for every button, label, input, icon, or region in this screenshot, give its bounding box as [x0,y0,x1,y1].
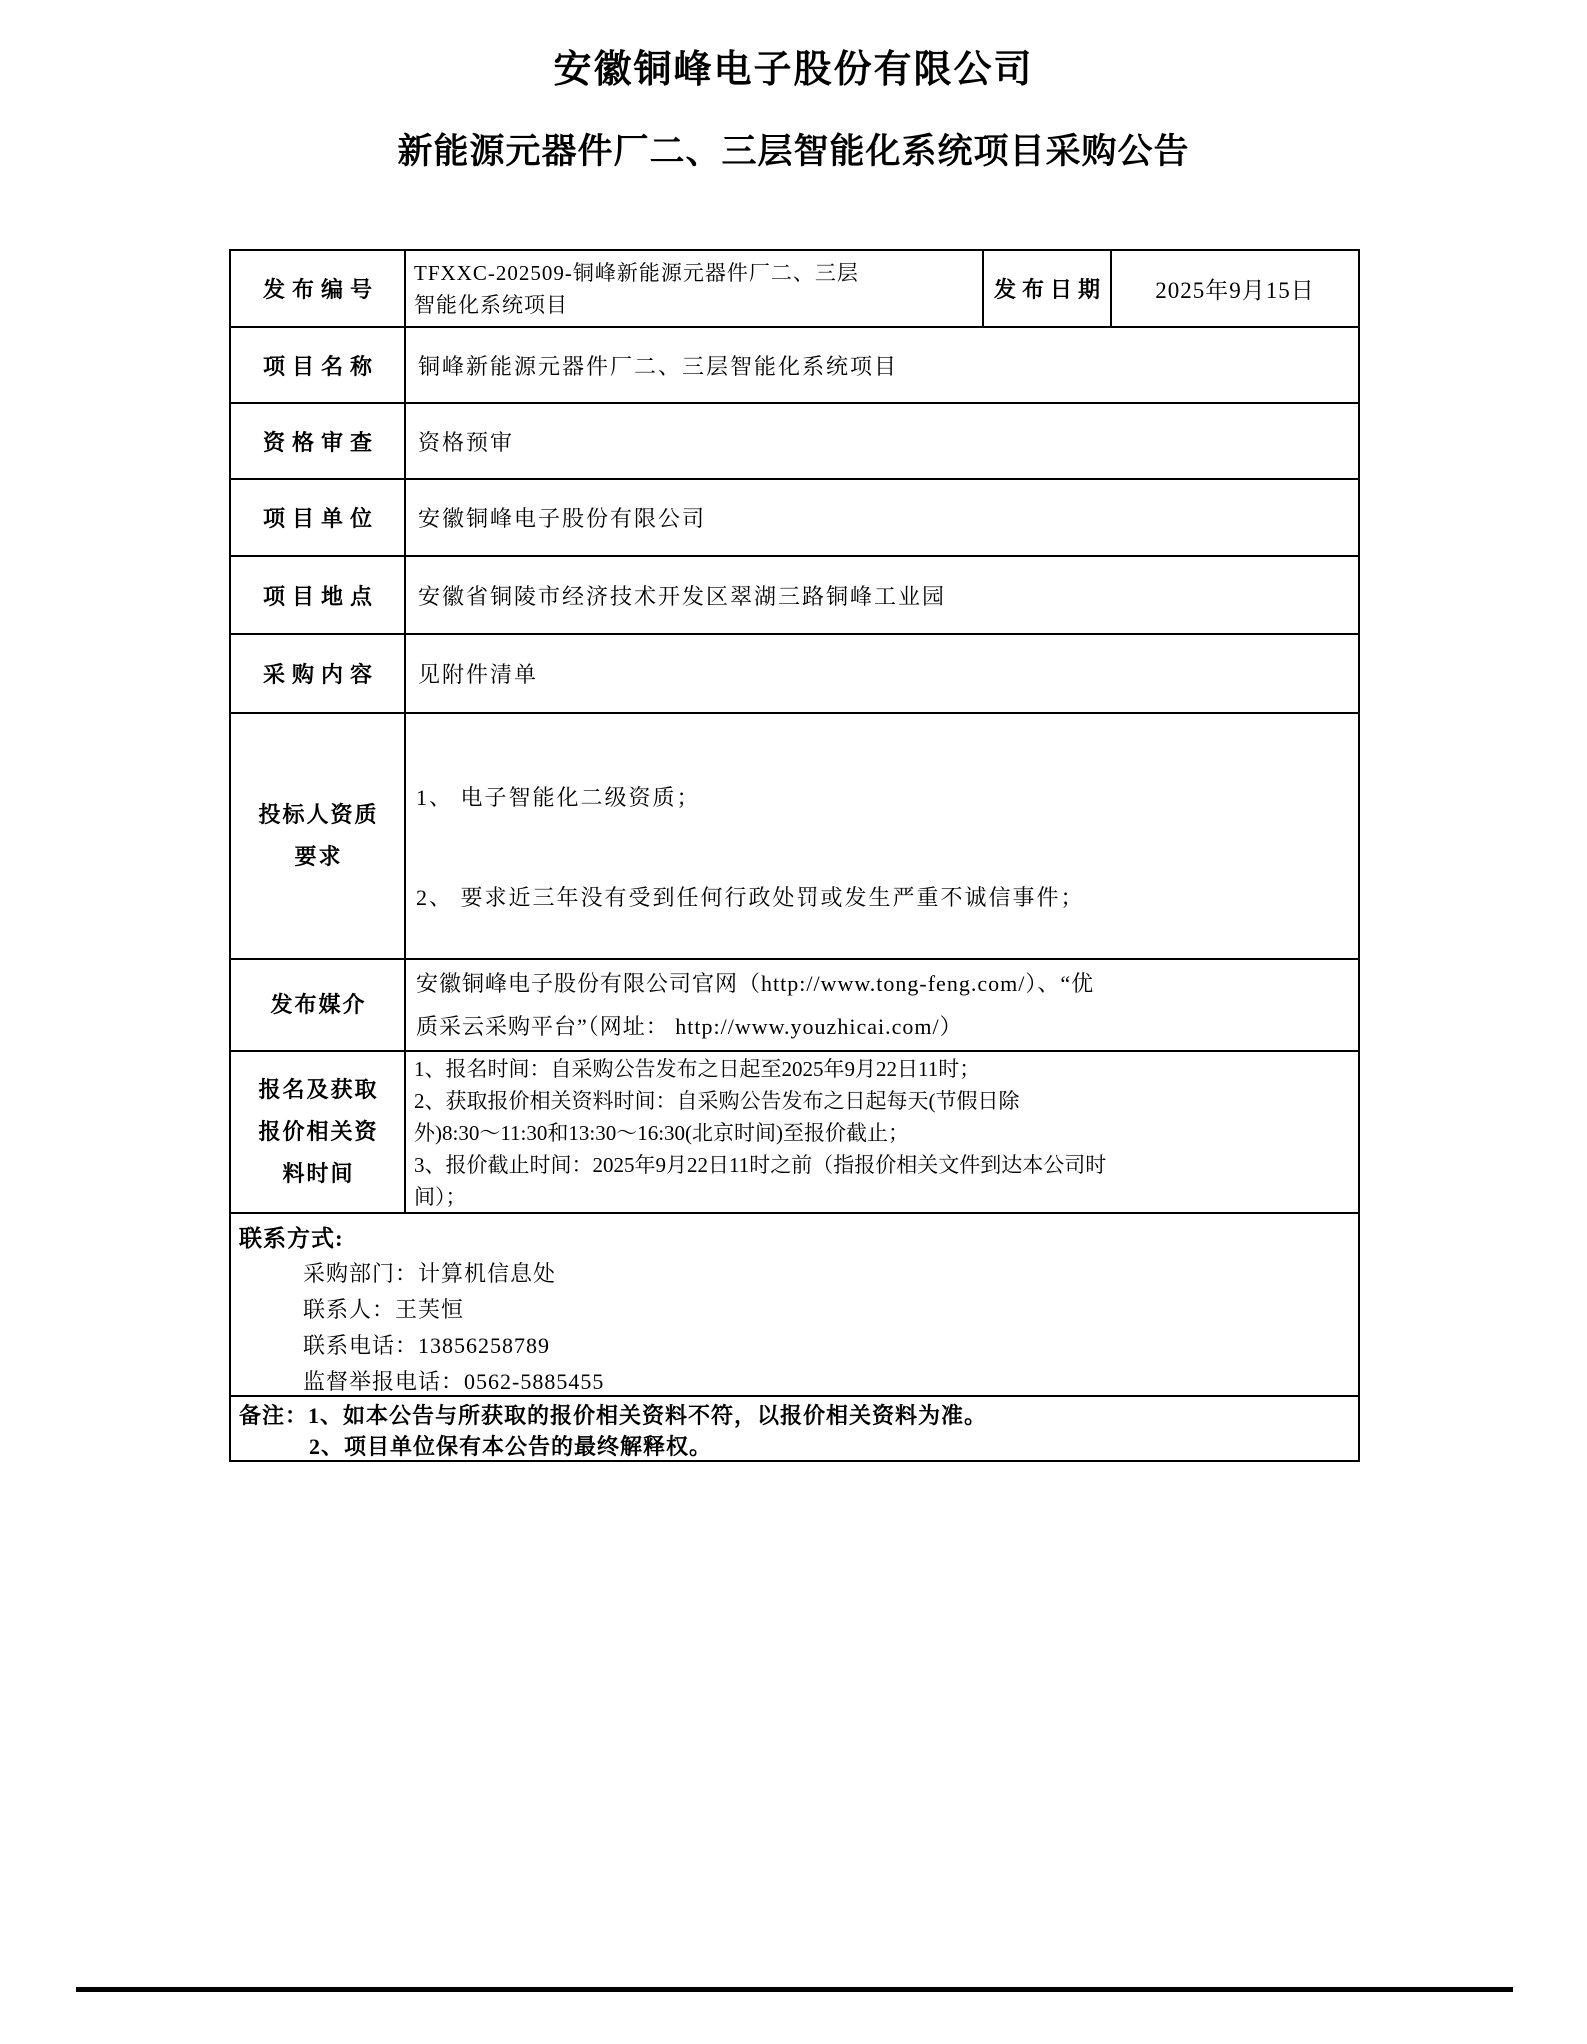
contact-heading: 联系方式: [239,1226,344,1251]
publishing-media-line2: 质采云采购平台”（网址： http://www.youzhicai.com/） [416,1014,963,1039]
project-location-label: 项目地点 [231,557,406,633]
schedule-line2: 2、获取报价相关资料时间：自采购公告发布之日起每天(节假日除 [414,1089,1020,1113]
project-unit-label: 项目单位 [231,480,406,555]
company-title: 安徽铜峰电子股份有限公司 [553,49,1034,91]
announcement-table [229,249,1360,1462]
schedule-value [406,1052,1358,1212]
qualification-review-label: 资格审查 [231,404,406,478]
remark-line1: 备注：1、如本公告与所获取的报价相关资料不符，以报价相关资料为准。 [239,1403,988,1428]
bidder-qualification-value [406,714,1358,958]
table-row-bidder-qualification [231,714,1358,960]
schedule-line1: 1、报名时间：自采购公告发布之日起至2025年9月22日11时； [414,1057,981,1081]
schedule-line4: 3、报价截止时间：2025年9月22日11时之前（指报价相关文件到达本公司时 [414,1153,1107,1177]
schedule-label [231,1052,406,1212]
contact-report-phone: 监督举报电话：0562-5885455 [303,1369,605,1394]
table-row-contact [231,1214,1358,1397]
publishing-media-value [406,960,1358,1050]
publish-number-line1: TFXXC-202509-铜峰新能源元器件厂二、三层 [414,260,859,285]
project-location-value: 安徽省铜陵市经济技术开发区翠湖三路铜峰工业园 [418,583,947,609]
schedule-line5: 间）； [414,1185,467,1209]
qualification-item-2: 2、 要求近三年没有受到任何行政处罚或发生严重不诚信事件； [416,885,1085,910]
announcement-title: 新能源元器件厂二、三层智能化系统项目采购公告 [397,132,1190,171]
schedule-label-line3: 料时间 [282,1161,355,1186]
procurement-content-value: 见附件清单 [418,662,539,687]
table-row-procurement-content [231,635,1358,714]
project-name-label: 项目名称 [231,328,406,402]
table-row-publish-number [231,251,1358,328]
bidder-qualification-label [231,714,406,958]
contact-department: 采购部门：计算机信息处 [303,1261,557,1286]
qualification-review-value: 资格预审 [418,429,515,455]
publish-number-label: 发布编号 [231,251,406,326]
project-name-value: 铜峰新能源元器件厂二、三层智能化系统项目 [418,353,899,379]
publish-date-value: 2025年9月15日 [1155,278,1315,303]
page-footer-rule [76,1987,1513,1992]
publish-number-line2: 智能化系统项目 [414,292,568,317]
publish-number-value [406,251,984,326]
schedule-label-line2: 报价相关资 [258,1119,379,1144]
contact-person: 联系人：王芙恒 [303,1297,465,1322]
bidder-qualification-label-line1: 投标人资质 [258,802,379,827]
schedule-label-line1: 报名及获取 [258,1077,379,1102]
table-row-project-unit [231,480,1358,557]
bidder-qualification-label-line2: 要求 [294,844,343,869]
contact-phone: 联系电话：13856258789 [303,1333,551,1358]
table-row-qualification-review [231,404,1358,480]
table-row-project-location [231,557,1358,635]
table-row-publishing-media [231,960,1358,1052]
qualification-item-1: 1、 电子智能化二级资质； [416,785,701,810]
publish-date-label: 发布日期 [984,251,1112,326]
publishing-media-label: 发布媒介 [231,960,406,1050]
remark-line2: 2、项目单位保有本公告的最终解释权。 [309,1434,713,1459]
procurement-content-label: 采购内容 [231,635,406,712]
table-row-project-name [231,328,1358,404]
table-row-remarks [231,1397,1358,1460]
project-unit-value: 安徽铜峰电子股份有限公司 [418,506,707,531]
table-row-schedule [231,1052,1358,1214]
publishing-media-line1: 安徽铜峰电子股份有限公司官网（http://www.tong-feng.com/）、“优 [416,971,1095,996]
schedule-line3: 外)8:30～11:30和13:30～16:30(北京时间)至报价截止； [414,1121,910,1145]
